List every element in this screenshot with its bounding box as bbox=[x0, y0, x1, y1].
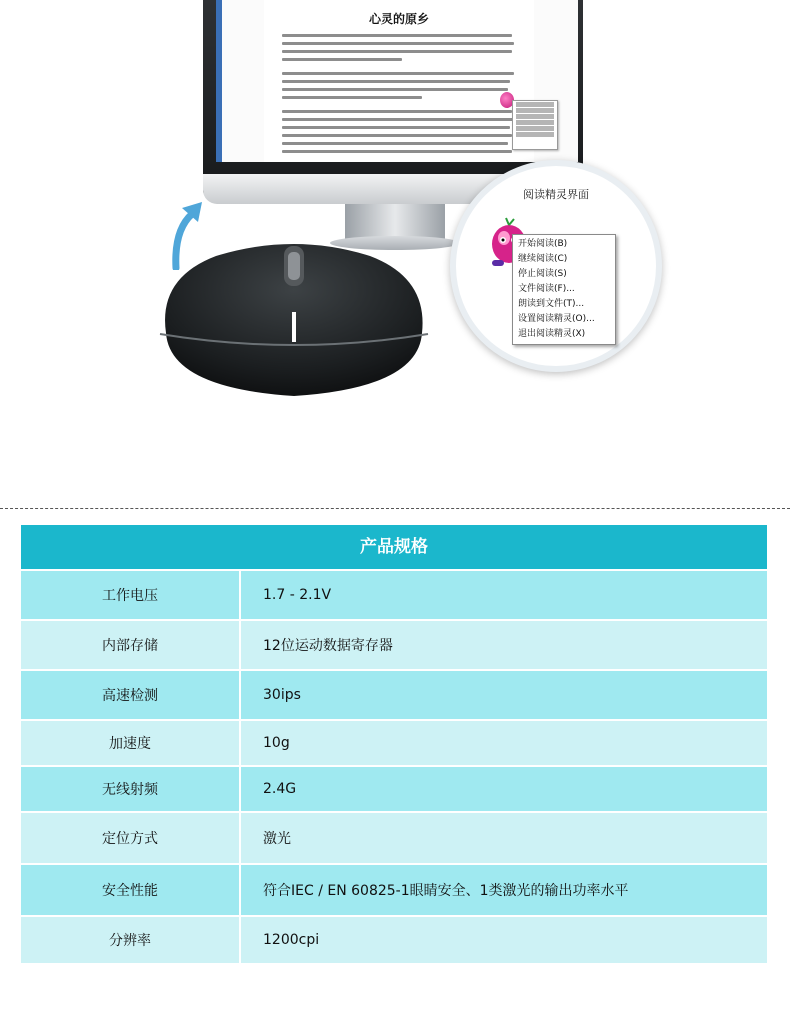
menu-item-continue-reading[interactable]: 继续阅读(C) bbox=[518, 254, 568, 264]
document-text-line bbox=[282, 72, 514, 75]
table-row bbox=[21, 915, 767, 963]
document-title: 心灵的原乡 bbox=[368, 12, 429, 26]
spec-table-title: 产品规格 bbox=[21, 525, 767, 569]
menu-item-start-reading[interactable]: 开始阅读(B) bbox=[518, 239, 568, 249]
spec-table bbox=[21, 525, 767, 963]
zoom-callout-title: 阅读精灵界面 bbox=[523, 188, 589, 201]
document-text-line bbox=[282, 96, 422, 99]
document-text-line bbox=[282, 42, 514, 45]
spec-label: 工作电压 bbox=[21, 571, 241, 619]
document-text-line bbox=[282, 58, 402, 61]
spec-value: 1.7 - 2.1V bbox=[263, 587, 332, 603]
table-row bbox=[21, 719, 767, 765]
document-text-line bbox=[282, 134, 512, 137]
menu-item-stop-reading[interactable]: 停止阅读(S) bbox=[518, 269, 567, 279]
document-text-line bbox=[282, 126, 510, 129]
table-row bbox=[21, 569, 767, 619]
spec-value: 1200cpi bbox=[263, 932, 320, 948]
spec-label: 加速度 bbox=[21, 721, 241, 765]
spec-value: 符合IEC / EN 60825-1眼睛安全、1类激光的输出功率水平 bbox=[263, 883, 629, 899]
document-text-line bbox=[282, 50, 512, 53]
document-text-line bbox=[282, 118, 514, 121]
mini-context-menu bbox=[512, 100, 558, 150]
menu-item-settings[interactable]: 设置阅读精灵(O)... bbox=[518, 314, 595, 324]
monitor-stand bbox=[345, 204, 445, 240]
document-page bbox=[264, 0, 534, 162]
menu-item-read-to-file[interactable]: 朗读到文件(T)... bbox=[518, 299, 585, 309]
spec-label: 内部存储 bbox=[21, 621, 241, 669]
spec-label: 无线射频 bbox=[21, 767, 241, 811]
spec-label: 分辨率 bbox=[21, 917, 241, 963]
spec-label: 高速检测 bbox=[21, 671, 241, 719]
zoom-callout bbox=[450, 160, 662, 372]
document-text-line bbox=[282, 34, 512, 37]
table-row bbox=[21, 765, 767, 811]
menu-item-read-file[interactable]: 文件阅读(F)... bbox=[518, 284, 575, 294]
document-text-line bbox=[282, 142, 508, 145]
spec-value: 2.4G bbox=[263, 781, 297, 797]
section-divider bbox=[0, 508, 790, 509]
wireless-mouse bbox=[156, 238, 432, 398]
monitor-screen bbox=[216, 0, 578, 162]
menu-item-exit[interactable]: 退出阅读精灵(X) bbox=[518, 329, 586, 339]
product-illustration bbox=[0, 0, 790, 470]
reading-sprite-menu bbox=[512, 234, 616, 345]
spec-value: 激光 bbox=[263, 831, 291, 847]
document-text-line bbox=[282, 80, 510, 83]
document-text-line bbox=[282, 110, 512, 113]
table-row bbox=[21, 619, 767, 669]
table-row bbox=[21, 669, 767, 719]
spec-label: 安全性能 bbox=[21, 865, 241, 915]
document-text-line bbox=[282, 150, 512, 153]
spec-label: 定位方式 bbox=[21, 813, 241, 863]
spec-value: 30ips bbox=[263, 687, 301, 703]
document-text-line bbox=[282, 88, 508, 91]
spec-value: 12位运动数据寄存器 bbox=[263, 638, 393, 654]
spec-value: 10g bbox=[263, 735, 290, 751]
table-row bbox=[21, 863, 767, 915]
table-row bbox=[21, 811, 767, 863]
